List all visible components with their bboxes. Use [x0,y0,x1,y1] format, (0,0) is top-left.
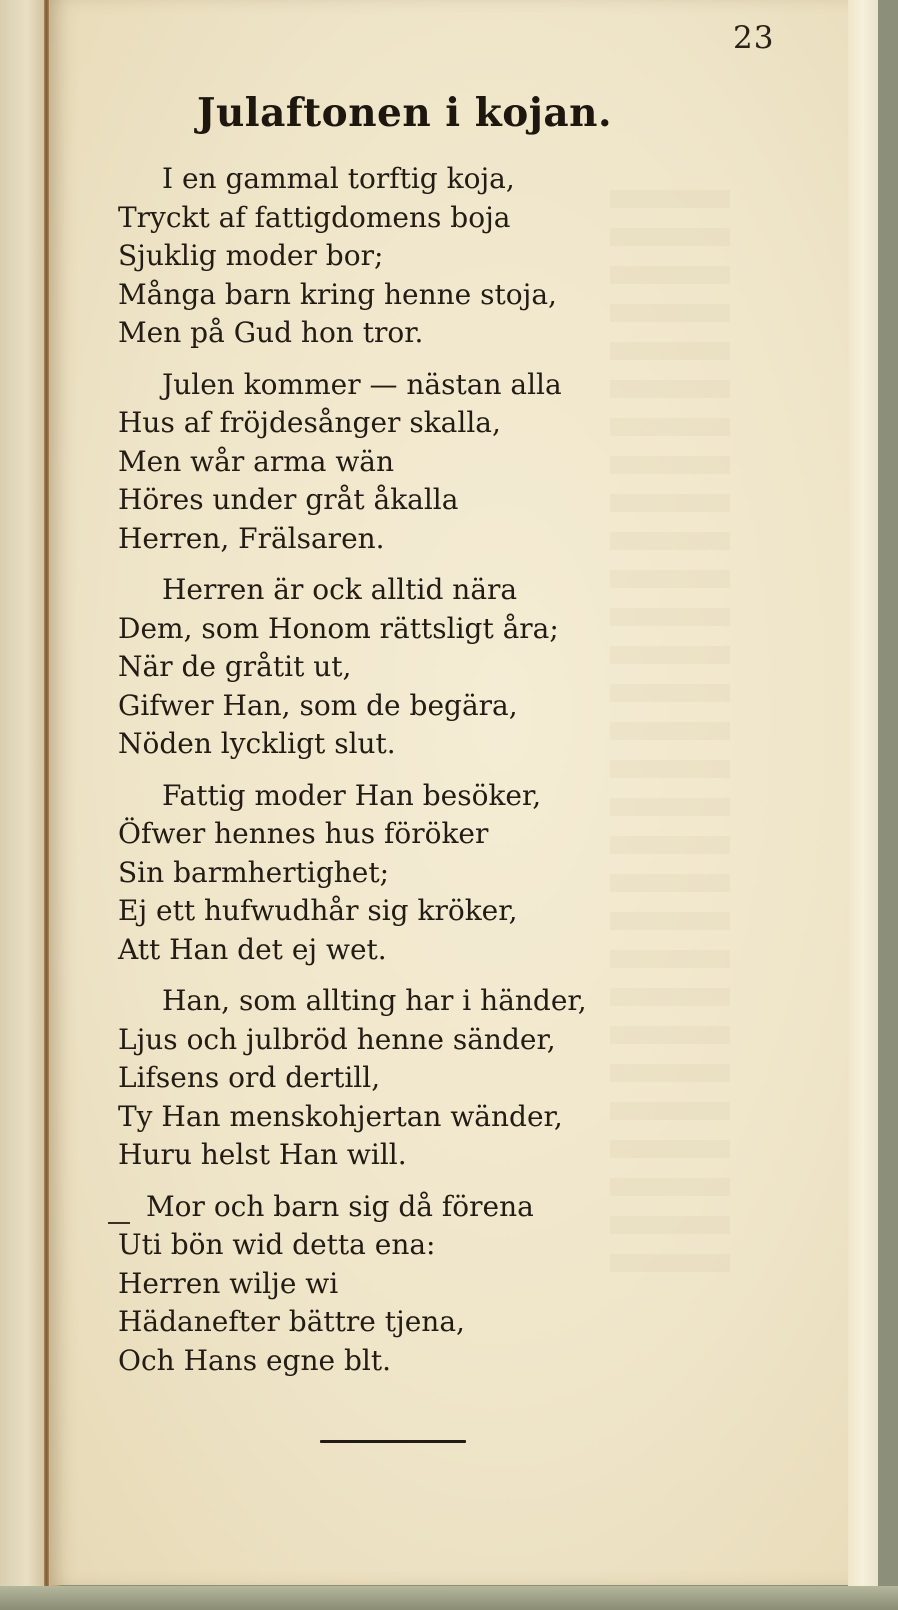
poem-line: Att Han det ej wet. [118,932,387,966]
poem-line: Dem, som Honom rättsligt åra; [118,611,559,645]
poem-line: Hus af fröjdesånger skalla, [118,406,501,439]
stanza-6 [118,1188,678,1381]
poem-line: Ty Han menskohjertan wänder, [118,1099,563,1133]
poem-line: Men wår arma wän [118,444,395,478]
poem-line: Lifsens ord dertill, [118,1061,381,1094]
stanza-1 [118,160,678,353]
binding-edge [44,0,49,1610]
stanza-3 [118,571,678,764]
poem-line: Öfwer hennes hus föröker [118,817,489,850]
poem-line: Herren, Frälsaren. [118,521,385,555]
poem-line: Han, som allting har i händer, [162,984,587,1017]
page-edge [848,0,878,1590]
page-number: 23 [733,20,775,56]
stanza-5 [118,982,678,1175]
poem-line: Sin barmhertighet; [118,855,390,889]
stanza-2 [118,366,678,559]
poem-line: I en gammal torftig koja, [162,162,515,195]
poem-line: Julen kommer — nästan alla [162,367,562,401]
background-strip [0,1586,898,1610]
poem-line: Herren wilje wi [118,1266,339,1300]
poem-line: Men på Gud hon tror. [118,316,424,349]
poem-line: Mor och barn sig då förena [146,1189,534,1223]
poem-line: Hädanefter bättre tjena, [118,1305,465,1338]
poem-line: Herren är ock alltid nära [162,573,518,606]
poem-line: Huru helst Han will. [118,1138,407,1171]
poem-line: Uti bön wid detta ena: [118,1228,436,1261]
stanza-4 [118,777,678,970]
poem-line: Fattig moder Han besöker, [162,778,542,812]
margin-dash-mark [108,1222,130,1224]
poem-line: När de gråtit ut, [118,650,352,683]
poem-line: Sjuklig moder bor; [118,239,384,272]
poem-line: Tryckt af fattigdomens boja [118,200,511,234]
poem-line: Och Hans egne blt. [118,1343,392,1377]
poem-line: Många barn kring henne stoja, [118,277,557,311]
poem-body [118,160,678,1393]
poem-line: Gifwer Han, som de begära, [118,688,518,722]
poem-line: Nöden lyckligt slut. [118,727,396,760]
poem-line: Ljus och julbröd henne sänder, [118,1022,556,1056]
poem-line: Ej ett hufwudhår sig kröker, [118,894,518,927]
closing-rule [320,1440,466,1443]
poem-line: Höres under gråt åkalla [118,483,459,516]
poem-title: Julaftonen i kojan. [197,90,613,136]
